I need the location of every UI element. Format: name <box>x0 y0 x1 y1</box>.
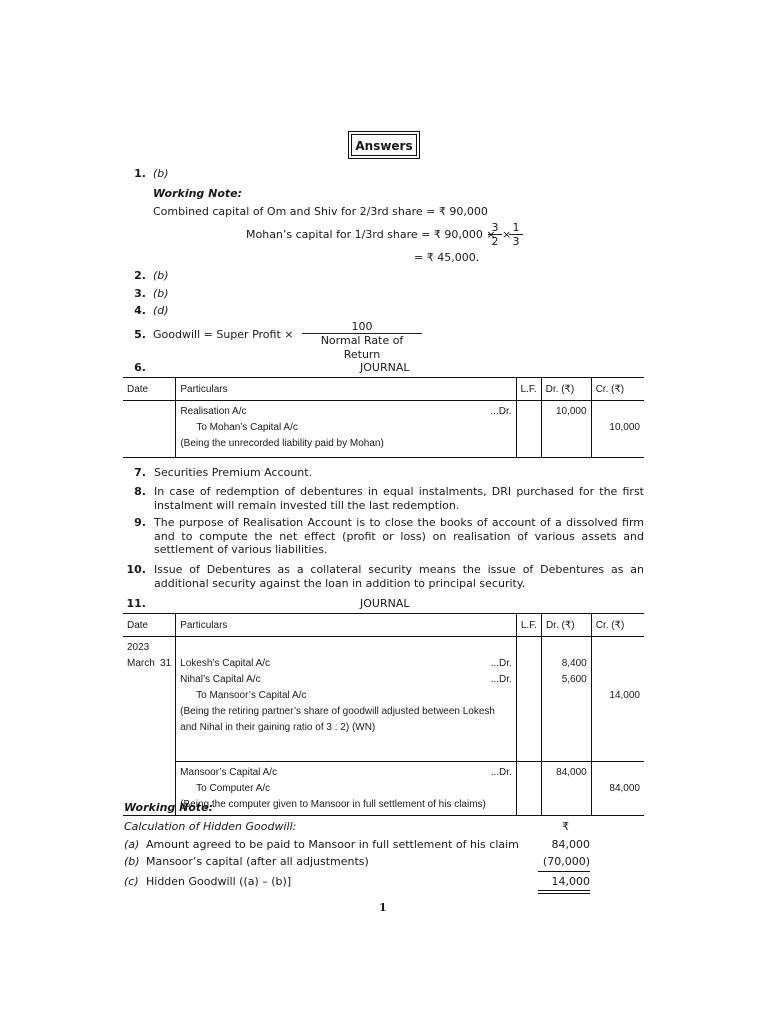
journal-header-row <box>123 614 644 637</box>
col-particulars: Particulars <box>176 378 516 401</box>
col-debit: Dr. (₹) <box>541 614 591 637</box>
fraction-numerator: 100 <box>302 320 422 334</box>
wn-item-a-text: Amount agreed to be paid to Mansoor in full settlement of his claim <box>146 838 519 851</box>
credit-amount: 84,000 <box>609 783 640 794</box>
debit-amount: 10,000 <box>555 406 587 417</box>
page-number: 1 <box>379 901 387 914</box>
q2-answer: (b) <box>153 269 169 282</box>
q7-text: Securities Premium Account. <box>154 466 313 479</box>
debit-account-nihal: Nihal’s Capital A/c <box>180 674 261 685</box>
wn-item-a-amount: 84,000 <box>551 838 590 851</box>
col-credit: Cr. (₹) <box>591 378 644 401</box>
q6-number: 6. <box>134 361 146 374</box>
fraction-numerator: 1 <box>509 221 523 235</box>
wn-currency: ₹ <box>562 820 569 833</box>
q10-text: Issue of Debentures as a collateral security means the issue of Debentures as an additional security against the loan in addition to principal security. <box>154 563 644 590</box>
dr-marker: ...Dr. <box>490 674 512 685</box>
q2-number: 2. <box>134 269 146 282</box>
q1-fraction-3-2 <box>488 221 502 249</box>
q8-number: 8. <box>134 485 146 498</box>
journal-entry-row-1 <box>123 637 644 762</box>
narration: (Being the unrecorded liability paid by Mohan) <box>180 438 384 449</box>
q11-journal-title: JOURNAL <box>360 597 410 610</box>
debit-account-lokesh: Lokesh’s Capital A/c <box>180 658 271 669</box>
q3-number: 3. <box>134 287 146 300</box>
q11-journal-table <box>123 613 644 816</box>
q1-number: 1. <box>134 167 146 180</box>
q7-number: 7. <box>134 466 146 479</box>
q4-answer: (d) <box>153 304 169 317</box>
fraction-numerator: 3 <box>488 221 502 235</box>
q1-fraction-1-3 <box>509 221 523 249</box>
entry-month: March <box>127 658 155 669</box>
col-lf: L.F. <box>516 614 541 637</box>
journal-header-row <box>123 378 644 401</box>
wn-item-c-text: Hidden Goodwill ((a) – (b)] <box>146 875 292 888</box>
wn-item-b-text: Mansoor’s capital (after all adjustments) <box>146 855 369 868</box>
debit-account: Realisation A/c <box>180 406 247 417</box>
journal-entry-row <box>123 401 644 458</box>
col-particulars: Particulars <box>176 614 517 637</box>
q1-line-mohan-capital: Mohan’s capital for 1/3rd share = ₹ 90,000 × <box>246 228 496 241</box>
total-rule-top <box>538 871 590 872</box>
answers-heading: Answers <box>351 134 417 156</box>
q6-journal-table <box>123 377 644 458</box>
col-date: Date <box>123 378 176 401</box>
fraction-denominator: Normal Rate of Return <box>320 334 404 361</box>
col-lf: L.F. <box>516 378 541 401</box>
q4-number: 4. <box>134 304 146 317</box>
q5-number: 5. <box>134 328 146 341</box>
wn-item-c-label: (c) <box>124 875 139 888</box>
q11-number: 11. <box>126 597 146 610</box>
fraction-denominator: 3 <box>512 235 520 248</box>
debit-amount-lokesh: 8,400 <box>561 658 587 669</box>
dr-marker: ...Dr. <box>490 406 512 417</box>
total-double-rule <box>538 890 590 894</box>
q1-working-note-title: Working Note: <box>153 187 243 200</box>
credit-account: To Mohan’s Capital A/c <box>196 422 298 433</box>
q10-number: 10. <box>126 563 146 576</box>
debit-account-mansoor: Mansoor’s Capital A/c <box>180 767 278 778</box>
q1-line-combined-capital: Combined capital of Om and Shiv for 2/3rd share = ₹ 90,000 <box>153 205 488 218</box>
narration-line-1: (Being the retiring partner’s share of goodwill adjusted between Lokesh <box>180 706 495 717</box>
q9-number: 9. <box>134 516 146 529</box>
wn-item-c-amount: 14,000 <box>551 875 590 888</box>
answers-heading-frame <box>348 131 420 159</box>
q1-result: = ₹ 45,000. <box>414 251 480 264</box>
wn-subtitle: Calculation of Hidden Goodwill: <box>124 820 297 833</box>
q8-text: In case of redemption of debentures in equal instalments, DRI purchased for the first instalment will remain invested till the last redemption. <box>154 485 644 512</box>
wn-title: Working Note: <box>124 801 214 814</box>
credit-amount: 10,000 <box>609 422 640 433</box>
q1-answer: (b) <box>153 167 169 180</box>
col-debit: Dr. (₹) <box>541 378 591 401</box>
narration-line-2: and Nihal in their gaining ratio of 3 : 2) (WN) <box>180 722 376 733</box>
dr-marker: ...Dr. <box>490 658 512 669</box>
credit-account-computer: To Computer A/c <box>196 783 271 794</box>
entry-day: 31 <box>160 658 172 669</box>
fraction-denominator: 2 <box>491 235 499 248</box>
credit-amount-mansoor: 14,000 <box>609 690 640 701</box>
entry-year: 2023 <box>127 642 150 653</box>
q6-journal-title: JOURNAL <box>360 361 410 374</box>
wn-item-b-amount: (70,000) <box>542 855 590 868</box>
credit-account-mansoor: To Mansoor’s Capital A/c <box>196 690 307 701</box>
debit-amount-nihal: 5,600 <box>561 674 587 685</box>
col-credit: Cr. (₹) <box>591 614 644 637</box>
q1-times-sign: × <box>502 228 512 241</box>
q3-answer: (b) <box>153 287 169 300</box>
narration: (Being the computer given to Mansoor in full settlement of his claims) <box>180 799 486 810</box>
q9-text: The purpose of Realisation Account is to close the books of account of a dissolved firm and to compute the net effect (profit or loss) on realisation of various assets and settlement of various liabilities. <box>154 516 644 556</box>
q5-fraction <box>302 320 422 362</box>
q5-goodwill-formula: Goodwill = Super Profit × <box>153 328 294 341</box>
wn-item-b-label: (b) <box>124 855 140 868</box>
dr-marker: ...Dr. <box>490 767 512 778</box>
debit-amount: 84,000 <box>556 767 587 778</box>
col-date: Date <box>123 614 176 637</box>
wn-item-a-label: (a) <box>124 838 140 851</box>
